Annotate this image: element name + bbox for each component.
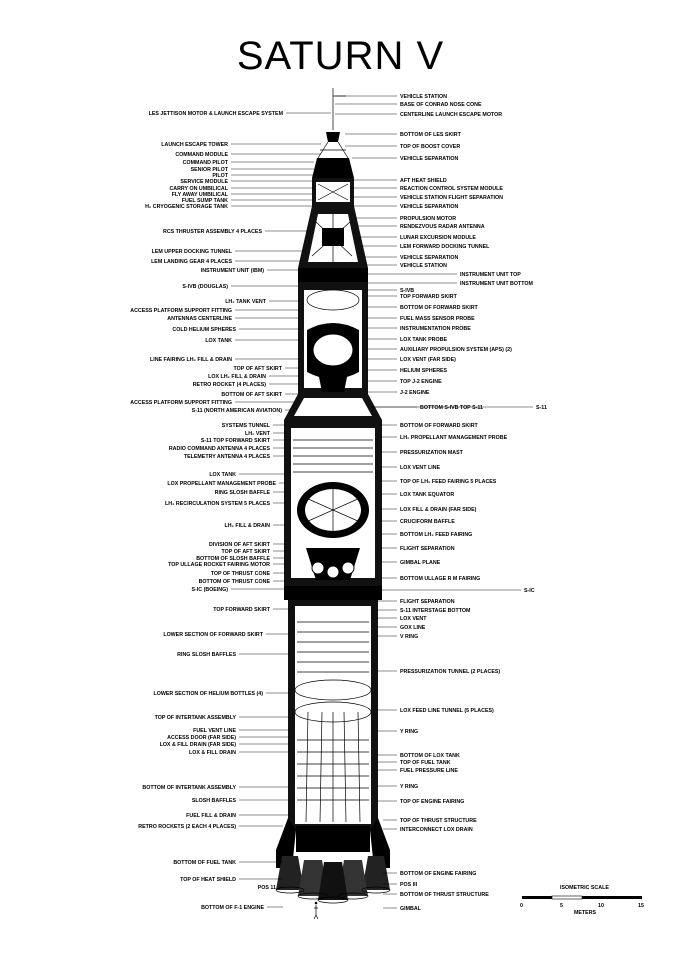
left-callout-label: S-IC (BOEING) (191, 587, 228, 593)
right-callout-label: BOTTOM OF LOX TANK (400, 753, 460, 759)
left-callout-label: FUEL FILL & DRAIN (186, 813, 236, 819)
right-callout-label: S-11 (536, 405, 547, 411)
right-callout-label: Y RING (400, 729, 419, 735)
right-callout-label: Y RING (400, 784, 419, 790)
left-callout-label: LOX TANK (209, 472, 236, 478)
scale-title: ISOMETRIC SCALE (560, 885, 609, 891)
left-callout-label: POS 11 (257, 885, 276, 891)
left-callout-label: LOX & FILL DRAIN (189, 750, 236, 756)
left-callout-label: LES JETTISON MOTOR & LAUNCH ESCAPE SYSTEM (148, 111, 283, 117)
right-callout-label: INSTRUMENT UNIT TOP (460, 272, 521, 278)
right-callout-label: LEM FORWARD DOCKING TUNNEL (400, 244, 490, 250)
left-callout-label: TOP OF HEAT SHIELD (180, 877, 236, 883)
right-callout-label: VEHICLE STATION FLIGHT SEPARATION (400, 195, 503, 201)
left-callout-label: H₂ CRYOGENIC STORAGE TANK (145, 204, 228, 210)
left-callout-label: RETRO ROCKETS (2 EACH 4 PLACES) (138, 824, 236, 830)
scale-bar-black-2 (582, 896, 642, 899)
right-callout-label: BOTTOM OF FORWARD SKIRT (400, 423, 478, 429)
left-callout-label: DIVISION OF AFT SKIRT (208, 542, 270, 548)
right-callout-label: LH₂ PROPELLANT MANAGEMENT PROBE (400, 435, 508, 441)
right-callout-label: INTERCONNECT LOX DRAIN (400, 827, 473, 833)
right-callout-label: VEHICLE SEPARATION (400, 156, 459, 162)
left-callout-label: RING SLOSH BAFFLE (214, 490, 270, 496)
left-callout-label: LEM LANDING GEAR 4 PLACES (151, 259, 232, 265)
right-callout-label: AUXILIARY PROPULSION SYSTEM (APS) (2) (400, 347, 512, 353)
right-callout-label: BOTTOM OF LES SKIRT (400, 132, 461, 138)
right-callout-label: BOTTOM S-IVB TOP S-11 (420, 405, 483, 411)
left-callout-label: BOTTOM OF INTERTANK ASSEMBLY (142, 785, 236, 791)
left-callout-label: COMMAND PILOT (182, 160, 228, 166)
right-callout-label: GIMBAL PLANE (400, 560, 441, 566)
left-callout-label: ACCESS PLATFORM SUPPORT FITTING (130, 308, 232, 314)
f1-engines (276, 856, 390, 903)
left-callout-label: BOTTOM OF THRUST CONE (198, 579, 270, 585)
right-callout-label: GIMBAL (400, 906, 421, 912)
left-callout-label: CARRY ON UMBILICAL (169, 186, 228, 192)
left-callout-label: BOTTOM OF F-1 ENGINE (201, 905, 264, 911)
scale-bar-white (552, 896, 582, 899)
poster-title: SATURN V (236, 34, 445, 78)
left-callout-label: TOP FORWARD SKIRT (213, 607, 270, 613)
isometric-scale (520, 885, 644, 916)
rocket-illustration (276, 88, 390, 919)
left-callout-label: LINE FAIRING LH₂ FILL & DRAIN (149, 357, 232, 363)
right-callout-label: FUEL MASS SENSOR PROBE (400, 316, 475, 322)
human-scale-figure (314, 905, 318, 919)
right-callout-label: BASE OF CONRAD NOSE CONE (400, 102, 482, 108)
left-callout-label: LH₂ VENT (244, 431, 270, 437)
right-callout-label: PRESSURIZATION TUNNEL (2 PLACES) (400, 669, 501, 675)
right-callout-label: TOP OF LH₂ FEED FAIRING 5 PLACES (400, 479, 497, 485)
left-callout-label: RADIO COMMAND ANTENNA 4 PLACES (168, 446, 270, 452)
right-callout-label: VEHICLE SEPARATION (400, 255, 459, 261)
scale-unit: METERS (574, 910, 597, 916)
right-callout-label: HELIUM SPHERES (400, 368, 448, 374)
left-callout-label: SENIOR PILOT (190, 167, 228, 173)
left-callout-label: FUEL SUMP TANK (181, 198, 228, 204)
right-callout-label: BOTTOM OF FORWARD SKIRT (400, 305, 478, 311)
right-callout-label: V RING (400, 634, 419, 640)
left-callout-label: LOX LH₂ FILL & DRAIN (208, 374, 266, 380)
scale-tick-0: 0 (520, 903, 523, 909)
left-callout-label: TELEMETRY ANTENNA 4 PLACES (183, 454, 270, 460)
left-callout-label: COMMAND MODULE (175, 152, 228, 158)
right-callout-label: LOX FEED LINE TUNNEL (5 PLACES) (400, 708, 494, 714)
left-callout-label: LOWER SECTION OF FORWARD SKIRT (163, 632, 263, 638)
right-callout-label: S-IVB (400, 288, 415, 294)
right-callout-label: TOP OF BOOST COVER (400, 144, 461, 150)
left-callout-label: LEM UPPER DOCKING TUNNEL (151, 249, 232, 255)
left-callout-label: S-11 (NORTH AMERICAN AVIATION) (191, 408, 282, 414)
right-callout-label: RENDEZVOUS RADAR ANTENNA (400, 224, 485, 230)
left-callout-label: LH₂ FILL & DRAIN (224, 523, 270, 529)
left-callout-label: RETRO ROCKET (4 PLACES) (192, 382, 266, 388)
left-callout-label: ACCESS PLATFORM SUPPORT FITTING (130, 400, 232, 406)
right-callout-label: BOTTOM ULLAGE R M FAIRING (400, 576, 481, 582)
left-callout-label: S-11 TOP FORWARD SKIRT (200, 438, 270, 444)
scale-tick-15: 15 (638, 903, 644, 909)
right-callout-label: VEHICLE STATION (400, 94, 447, 100)
right-callout-label: FLIGHT SEPARATION (400, 599, 455, 605)
right-callout-label: S-11 INTERSTAGE BOTTOM (400, 608, 471, 614)
left-callout-label: FLY AWAY UMBILICAL (171, 192, 228, 198)
left-callout-label: BOTTOM OF SLOSH BAFFLE (196, 556, 270, 562)
right-callout-label: BOTTOM LH₂ FEED FAIRING (400, 532, 473, 538)
right-callout-label: LOX FILL & DRAIN (FAR SIDE) (400, 507, 477, 513)
right-callout-label: TOP OF ENGINE FAIRING (400, 799, 465, 805)
right-callout-label: AFT HEAT SHIELD (400, 178, 447, 184)
right-callout-label: LOX VENT LINE (400, 465, 441, 471)
right-callout-label: FUEL PRESSURE LINE (400, 768, 458, 774)
left-callout-label: TOP OF INTERTANK ASSEMBLY (154, 715, 236, 721)
right-callout-label: GOX LINE (400, 625, 426, 631)
left-callout-label: TOP OF AFT SKIRT (233, 366, 282, 372)
left-callout-label: LAUNCH ESCAPE TOWER (161, 142, 228, 148)
right-callout-label: LOX TANK PROBE (400, 337, 447, 343)
left-callout-label: TOP OF AFT SKIRT (221, 549, 270, 555)
right-callout-label: J-2 ENGINE (400, 390, 430, 396)
right-callout-label: S-IC (524, 588, 535, 594)
left-callout-label: FUEL VENT LINE (193, 728, 236, 734)
left-callout-label: SLOSH BAFFLES (191, 798, 236, 804)
left-callout-label: LOX TANK (205, 338, 232, 344)
left-callout-label: BOTTOM OF FUEL TANK (173, 860, 236, 866)
right-callout-label: INSTRUMENT UNIT BOTTOM (460, 281, 533, 287)
right-callout-label: TOP OF THRUST STRUCTURE (400, 818, 477, 824)
right-callout-label: LOX VENT (400, 616, 427, 622)
left-callout-label: LOX PROPELLANT MANAGEMENT PROBE (167, 481, 276, 487)
left-callout-label: SYSTEMS TUNNEL (221, 423, 270, 429)
left-callout-label: ANTENNAS CENTERLINE (167, 316, 232, 322)
right-callout-label: VEHICLE SEPARATION (400, 204, 459, 210)
left-callout-label: S-IVB (DOUGLAS) (182, 284, 228, 290)
left-callout-label: TOP ULLAGE ROCKET FAIRING MOTOR (168, 562, 270, 568)
right-callout-label: BOTTOM OF THRUST STRUCTURE (400, 892, 489, 898)
right-callout-label: BOTTOM OF ENGINE FAIRING (400, 871, 477, 877)
right-callout-label: POS III (400, 882, 418, 888)
right-callout-label: PROPULSION MOTOR (400, 216, 457, 222)
right-callout-label: REACTION CONTROL SYSTEM MODULE (400, 186, 503, 192)
left-callout-label: LH₂ RECIRCULATION SYSTEM 5 PLACES (165, 501, 270, 507)
left-callout-label: INSTRUMENT UNIT (IBM) (200, 268, 264, 274)
right-callout-label: LOX VENT (FAR SIDE) (400, 357, 456, 363)
left-callout-label: LOWER SECTION OF HELIUM BOTTLES (4) (153, 691, 263, 697)
left-callout-label: RING SLOSH BAFFLES (177, 652, 236, 658)
right-callout-label: LOX TANK EQUATOR (400, 492, 455, 498)
left-callout-label: TOP OF THRUST CONE (210, 571, 270, 577)
right-callout-label: INSTRUMENTATION PROBE (400, 326, 471, 332)
left-callout-label: PILOT (212, 173, 228, 179)
right-callout-label: TOP FORWARD SKIRT (400, 294, 457, 300)
left-callout-label: SERVICE MODULE (180, 179, 228, 185)
left-callout-label: LOX & FILL DRAIN (FAR SIDE) (159, 742, 236, 748)
right-callout-label: LUNAR EXCURSION MODULE (400, 235, 476, 241)
scale-tick-5: 5 (560, 903, 563, 909)
scale-tick-10: 10 (598, 903, 604, 909)
left-callout-label: BOTTOM OF AFT SKIRT (221, 392, 282, 398)
right-callout-label: PRESSURIZATION MAST (400, 450, 463, 456)
left-callout-label: ACCESS DOOR (FAR SIDE) (167, 735, 236, 741)
right-callout-label: VEHICLE STATION (400, 263, 447, 269)
left-callout-label: COLD HELIUM SPHERES (172, 327, 236, 333)
right-callout-label: TOP OF FUEL TANK (400, 760, 451, 766)
right-callout-label: CENTERLINE LAUNCH ESCAPE MOTOR (400, 112, 503, 118)
left-callout-label: RCS THRUSTER ASSEMBLY 4 PLACES (163, 229, 262, 235)
left-callout-label: LH₂ TANK VENT (225, 299, 266, 305)
right-callout-label: TOP J-2 ENGINE (400, 379, 442, 385)
right-callout-label: CRUCIFORM BAFFLE (400, 519, 455, 525)
scale-bar-black (522, 896, 552, 899)
right-callout-label: FLIGHT SEPARATION (400, 546, 455, 552)
